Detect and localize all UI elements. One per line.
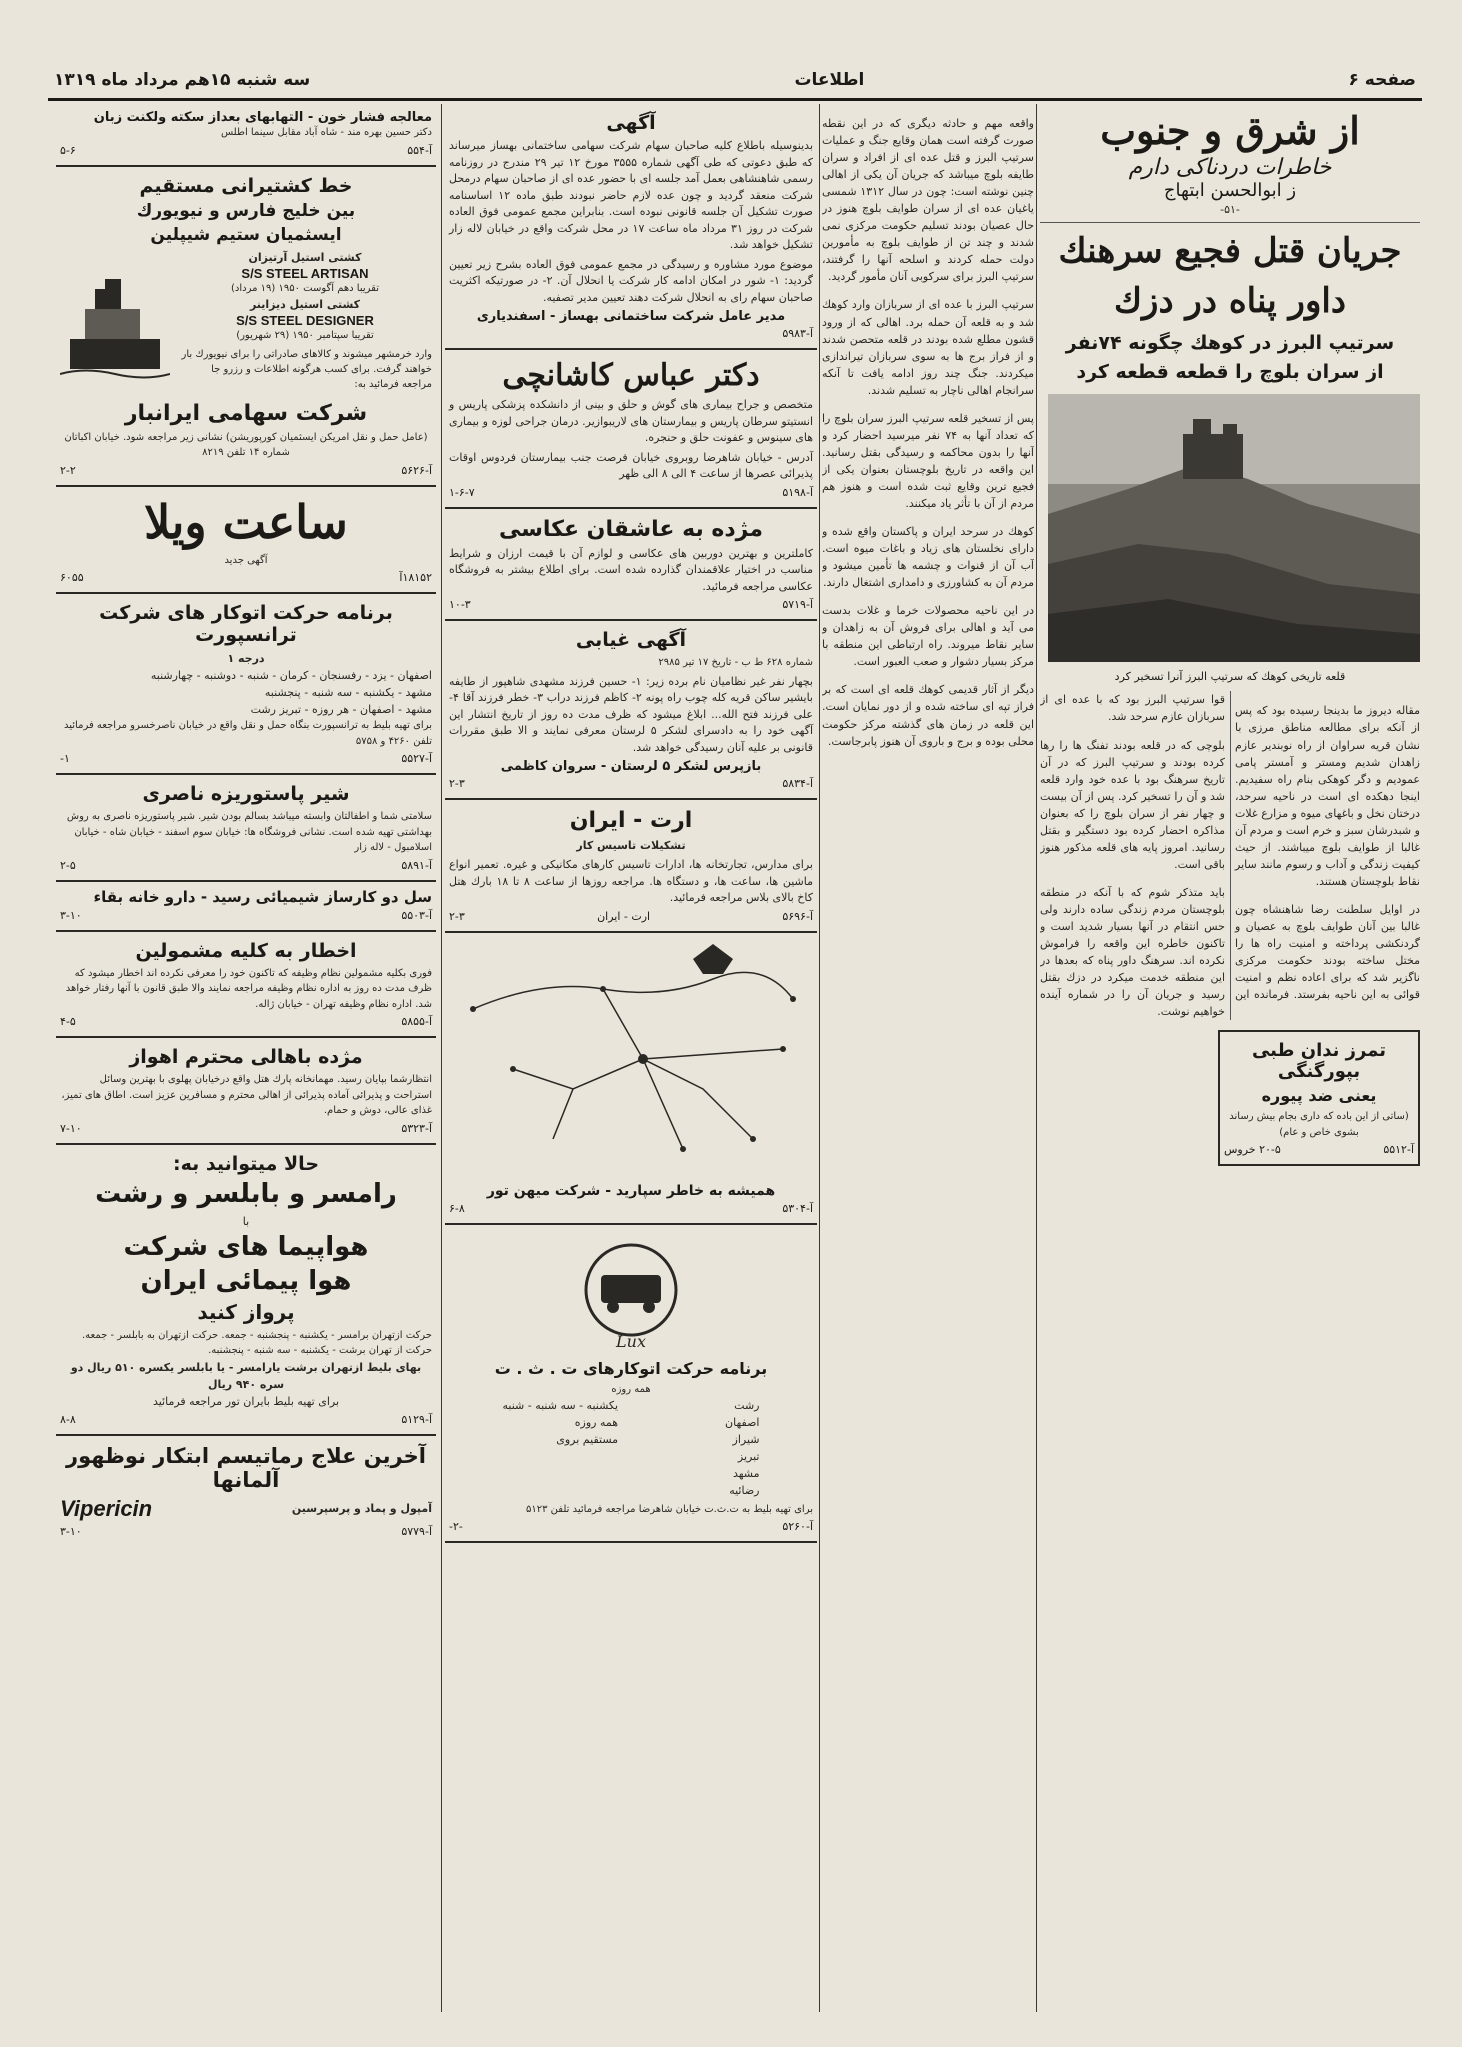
ad-code: ۶-۸ <box>449 1201 465 1215</box>
villa-sub: آگهی جدید <box>224 554 268 566</box>
ad-code: ۱۰-۳ <box>449 598 471 611</box>
headline-sub-2: از سران بلوچ را قطعه قطعه کرد <box>1076 360 1384 383</box>
ad-code: آ-۵۱۲۹ <box>401 1412 432 1426</box>
ad-code: آ-۵۸۹۱ <box>401 858 432 872</box>
article-paragraph: سرتیپ البرز با عده ای از سربازان وارد کوهك شد و به قلعه آن حمله برد. اهالی که از ورود قشون مطلع شده بودند در قلعه متحصن شدند و از فراز برج ها به سوی سربازان تیراندازی میکردند. جنگ چند روز ادامه یافت تا آنکه سرانجام اهالی ناچار به تسلیم شدند. <box>822 298 1034 397</box>
air-company1: هواپیما های شرکت <box>123 1231 369 1262</box>
air-office: برای تهیه بلیط بایران تور مراجعه فرمائید <box>152 1394 340 1408</box>
photo-caption: قلعه تاریخی کوهك که سرتیپ البرز آنرا تسخیر کرد <box>1114 670 1346 684</box>
ad-code: ۸-۸ <box>60 1412 76 1426</box>
air-company2: هوا پیمائی ایران <box>140 1265 352 1296</box>
bus-route: رشت <box>734 1399 760 1413</box>
air-lead: حالا میتوانید به: <box>172 1152 320 1175</box>
series-number: -۵۱- <box>1220 203 1240 216</box>
bus-logo-text: Lux <box>616 1331 646 1351</box>
bus-logo-icon <box>561 1235 701 1355</box>
column-divider <box>441 104 442 2012</box>
villa-watch-ad <box>56 487 436 595</box>
ad-code: آ-۵۶۹۶ <box>782 909 813 923</box>
ship-date1: تقریبا دهم آگوست ۱۹۵۰ (۱۹ مرداد) <box>231 282 379 294</box>
bus-schedule-ad <box>445 1225 817 1544</box>
absentee-title: آگهی غیابی <box>575 629 687 651</box>
page-label: صفحه ۶ <box>1348 70 1416 90</box>
clinic-title: معالجه فشار خون - التهابهای بعداز سکته ولکنت زبان <box>93 110 432 125</box>
ad-code: ۳-۱۰ <box>60 1524 82 1538</box>
ad-code: ۲۰-۵ خروس <box>1224 1143 1281 1157</box>
series-author: ز ابوالحسن ابتهاج <box>1163 180 1297 201</box>
villa-title: ساعت ویلا <box>144 494 348 549</box>
transport-title: برنامه حرکت اتوکار های شرکت ترانسپورت <box>99 602 393 646</box>
ad-code: ۲-۳ <box>449 909 465 923</box>
air-price: بهای بلیط ازتهران برشت یارامسر - یا بابلسر یکسره ۵۱۰ ریال دو سره ۹۴۰ ریال <box>70 1360 422 1391</box>
rheum-title: آخرین علاج رماتیسم ابتکار نوظهور آلمانها <box>66 1443 426 1492</box>
bus-route: شیراز <box>732 1433 760 1447</box>
ship-sub1: بین خلیج فارس و نیویورك <box>136 200 356 221</box>
bus-title: برنامه حرکت اتوکارهای ت . ث . ت <box>494 1358 768 1378</box>
ship-name2: کشتی استیل دیزاینر <box>249 298 361 312</box>
headline-main-2: داور پناه در دزك <box>1114 281 1346 322</box>
bus-route: رضائیه <box>729 1484 760 1498</box>
rheum-brand: Vipericin <box>60 1495 153 1521</box>
feature-article-column <box>1040 104 1420 2012</box>
ship-icon <box>60 249 170 399</box>
bus-head: همه روزه <box>611 1383 651 1395</box>
doctor-ad <box>445 350 817 509</box>
air-fly: پرواز کنید <box>197 1299 295 1324</box>
clinic-body: دکتر حسین بهره مند - شاه آباد مقابل سینما اطلس <box>220 127 432 138</box>
toothpaste-sub: یعنی ضد پیوره <box>1261 1086 1377 1106</box>
notice-agenda: موضوع مورد مشاوره و رسیدگی در مجمع عمومی فوق العاده بشرح زیر تعیین گردید: ۱- شور در امکان ادامه کار شرکت یا انحلال آن. ۲- در صورتیکه اکثریت صاحبان سهام رای به انحلال شرکت دهند تعیین مدیر تصفیه. <box>449 257 814 304</box>
notice-title: آگهی <box>606 112 656 134</box>
doctor-address: آدرس - خیابان شاهرضا روبروی خیابان فرصت جنب بیمارستان فردوس اوقات پذیرائی عصرها از ساعت ۴ الی ۸ الی ظهر <box>449 450 813 480</box>
notice-body: بدینوسیله باطلاع کلیه صاحبان سهام شرکت سهامی ساختمانی بهساز میرساند که طبق دعوتی که طی آگهی شماره ۳۵۵۵ مورخ ۱۲ تیر ۲۹ مندرج در روزنامه رسمی شاهنشاهی بعمل آمد جلسه ای با حضور عده ای از صاحبان سهام درمحل شرکت منعقد گردید و چون عده لازم حاضر نبودند طبق ماده ۱۲ اساسنامه صورت تشکیل آن جلسه قانونی نبوده است. بنابراین مجمع عمومی فوق العاده شرکت در روز ۳۱ مرداد ماه ساعت ۱۷ در محل شرکت واقع در خیابان لاله زار تشکیل خواهد شد. <box>449 139 814 251</box>
transport-sub: درجه ۱ <box>227 652 265 665</box>
art-iran-body: برای مدارس، تجارتخانه ها، ادارات تاسیس کارهای مکانیکی و غیره. تعمیر انواع ماشین ها، ساعت ها، و دستگاه ها. مراجعه روزها از ساعت ۸ تا ۱۸ بارك هتل کاخ بالای بلاس مراجعه فرمائید. <box>449 858 813 905</box>
bus-days: یکشنبه - سه شنبه - شنبه <box>502 1399 619 1413</box>
notice-sign: مدیر عامل شرکت ساختمانی بهساز - اسفندیاری <box>476 309 786 324</box>
bus-address: برای تهیه بلیط به ت.ث.ت خیابان شاهرضا مراجعه فرمائید تلفن ۵۱۲۳ <box>525 1504 813 1516</box>
rheum-sub: آمپول و پماد و پرسپرسین <box>291 1502 432 1516</box>
doctor-body: متخصص و جراح بیماری های گوش و حلق و بینی از دانشکده پزشکی پاریس و انستیتو سرطان پاریس و بیمارستان های لاریبوازیر. درمان جراحی لوزه و بیماری های سینوس و عفونت حلق و حنجره. <box>449 398 813 444</box>
transport-ad <box>56 594 436 775</box>
bus-route: مشهد <box>732 1467 760 1481</box>
ship-title: خط کشتیرانی مستقیم <box>139 174 353 197</box>
fortress-photo <box>1048 394 1420 662</box>
ad-code: ۲-۲ <box>60 463 76 477</box>
ship-date2: تقریبا سپتامبر ۱۹۵۰ (۲۹ شهریور) <box>236 330 374 342</box>
art-iran-ad <box>445 800 817 933</box>
ad-code: ۷-۱۰ <box>60 1121 82 1135</box>
ad-code: ۲-۵ <box>60 858 76 872</box>
map-caption: همیشه به خاطر سپارید - شرکت میهن تور <box>486 1182 776 1199</box>
photography-ad <box>445 509 817 622</box>
ad-code: آ-۵۵۱۲ <box>1383 1143 1414 1157</box>
ad-code: آ-۵۵۲۷ <box>401 752 432 766</box>
bus-route: اصفهان <box>725 1416 760 1430</box>
article-paragraph: واقعه مهم و حادثه دیگری که در این نقطه صورت گرفته است همان وقایع جنگ و عملیات سرتیپ البرز و قتل عده ای از افراد و سران طایفه بلوچ میباشد که جریان آن یکی از اهالی چنین نوشته است: چون در سال ۱۳۱۲ شمسی یاغیان عده ای از سران طوایف بلوچ هنوز در حال عصیان بودند تسلیم حکومت مرکزی نمی شدند و چند تن از طوایف بلوچ به مأمورین دولت حمله کردند و اسلحه آنها را گرفتند، سرتیپ البرز برای سرکوبی آنان مأمور گردید. <box>822 117 1034 284</box>
ad-code: آ-۵۷۷۹ <box>401 1524 432 1538</box>
ship-name1-en: S/S STEEL ARTISAN <box>241 265 369 281</box>
ad-code: ۴-۵ <box>60 1015 76 1029</box>
ahvaz-title: مژده باهالی محترم اهواز <box>129 1046 363 1069</box>
ad-code: ۳-۱۰ <box>60 908 82 922</box>
milk-body: سلامتی شما و اطفالتان وابسته میباشد بسالم بودن شیر. شیر پاستوریزه ناصری به روش بهداشتی تهیه شده است. نشانی فروشگاه ها: خیابان سوم اسفند - خیابان شاه - خیابان اسلامبول - لاله زار <box>66 811 432 854</box>
article-continuation-column <box>822 104 1034 2012</box>
milk-title: شیر پاستوریزه ناصری <box>142 783 350 806</box>
column-divider <box>819 104 820 2012</box>
column-divider <box>1036 104 1037 2012</box>
article-paragraph: در این ناحیه محصولات خرما و غلات بدست می آید و اهالی برای فروش آن به زاهدان و سایر نقاط میروند. راه ارتباطی این منطقه با مرکز بسیار دشوار و صعب العبور است. <box>822 604 1034 669</box>
article-paragraph: پس از تسخیر قلعه سرتیپ البرز سران بلوچ را که تعداد آنها به ۷۴ نفر میرسید احضار کرد و آنها را بدون محاکمه و رسیدگی بقتل رسانید. این واقعه در تاریخ بلوچستان بعنوان یکی از فجیع ترین وقایع ثبت شده است و هنوز هم مردم از آن با تأثر یاد میکنند. <box>822 411 1034 510</box>
toothpaste-ad <box>1218 1030 1420 1166</box>
headline-sub-1: سرتیپ البرز در کوهك چگونه ۷۴نفر <box>1065 332 1395 355</box>
toothpaste-line: (ساتی از این باده که داری بجام بیش رساند بشوی خاص و عام) <box>1229 1111 1409 1138</box>
ad-code: آ-۵۳۰۴ <box>782 1201 813 1215</box>
ad-code: ۱- <box>60 752 70 766</box>
conscription-body: فوری بکلیه مشمولین نظام وظیفه که تاکنون خود را معرفی نکرده اند اخطار میشود که ظرف مدت ده روز به اداره نظام وظیفه مراجعه نمایند والا طبق قانون با آنها رفتار خواهد شد. اداره نظام وظیفه تهران - خیابان ژاله. <box>65 967 432 1010</box>
ship-body: وارد خرمشهر میشوند و کالاهای صادراتی را برای نیویورك بار خواهند گرفت. برای کسب هرگونه اطلاعات و رزرو جا مراجعه فرمائید به: <box>181 348 432 390</box>
conscription-title: اخطار به کلیه مشمولین <box>135 939 357 962</box>
ad-code: ۶۰۵۵ <box>60 571 84 584</box>
ad-code: آ-۵۸۳۴ <box>782 777 813 790</box>
pharmacy-title: سل دو کارساز شیمیائی رسید - دارو خانه بقاء <box>93 887 432 906</box>
absentee-notice <box>445 621 817 800</box>
ad-code: ۵-۶ <box>60 143 76 157</box>
article-paragraph: مقاله دیروز ما بدینجا رسیده بود که پس از آنکه برای مطالعه مناطق مرزی با نشان قریه سراوان از راه نوبندیر عازم زاهدان شدیم ومستر و آمستر پامی عمودیم و دگر کوهکی بنام راه سفیدیم. اینجا دهکده ای است در ناحیه سرحد، درختان نخل و باغهای میوه و مزارع غلات و شبدرشان سبز و خرم است و مردم آن غالبا از طوایف بلوچ میباشند. از حیث کیفیت زندگی و آداب و رسوم مانند سایر نقاط بلوچستان هستند. <box>1235 704 1420 888</box>
ad-code: آ-۵۶۲۶ <box>401 463 432 477</box>
iran-route-map <box>453 939 813 1179</box>
series-title: از شرق و جنوب <box>1100 108 1360 153</box>
ad-code: آ-۵۵۰۳ <box>401 908 432 922</box>
bus-days: مستقیم بروی <box>556 1433 619 1447</box>
article-paragraph: باید متذکر شوم که با آنکه در منطقه بلوچستان مردم زندگی ساده دارند ولی حس انتقام در آنها بسیار شدید است و تاکنون خاطره این واقعه را فراموش نکرده اند. سرهنگ داور پناه که بعدها در این منطقه خدمت میکرد در دزك بقتل رسید و جریان آن را در شماره آینده خواهیم نوشت. <box>1040 885 1225 1019</box>
transport-line: مشهد - یکشنبه - سه شنبه - پنجشنبه <box>264 686 432 700</box>
ad-code: -۲- <box>449 1520 463 1534</box>
art-iran-sign: ارت - ایران <box>597 909 651 923</box>
article-body <box>1040 691 1420 1020</box>
ad-code: ۲-۳ <box>449 777 465 790</box>
ad-code: آ-۵۵۴ <box>407 143 432 157</box>
air-body: حرکت ازتهران برامسر - یکشنبه - پنجشنبه - جمعه. حرکت ازتهران به بابلسر - جمعه. حرکت از تهران برشت - یکشنبه - سه شنبه - پنجشنبه. <box>81 1329 432 1357</box>
series-heading <box>1040 108 1420 218</box>
ship-agent: (عامل حمل و نقل امریکن ایسثمیان کورپوریشن) نشانی زیر مراجعه شود. خیابان اکباتان شماره ۱۴ تلفن ۸۲۱۹ <box>64 431 428 458</box>
absentee-ref: شماره ۶۲۸ ط ب - تاریخ ۱۷ تیر ۲۹۸۵ <box>658 657 813 668</box>
paper-name: اطلاعات <box>794 70 865 90</box>
photography-body: کاملترین و بهترین دوربین های عکاسی و لوازم آن با قیمت ارزان و شرایط مناسب در اختیار علاقمندان گذارده شده است. برای اطلاع بیشتر به فروشگاه عکاسی مراجعه فرمائید. <box>449 546 813 593</box>
air-with: با <box>242 1214 250 1228</box>
doctor-name: دکتر عباس کاشانچی <box>502 358 760 393</box>
art-iran-title: ارت - ایران <box>569 808 693 833</box>
ad-code: آ-۵۱۹۸ <box>782 485 813 499</box>
ship-company: شرکت سهامی ایرانبار <box>124 400 368 426</box>
toothpaste-title: تمرز ندان طبی بپورگنگی <box>1251 1040 1387 1083</box>
series-subtitle: خاطرات دردناکی دارم <box>1128 155 1332 180</box>
absentee-body: بچهار نفر غیر نظامیان نام برده زیر: ۱- حسین فرزند مشهدی شاهپور از طایفه بایشیر ساکن قریه کله چوب راه پونه ۲- کاظم فرزند دراب ۳- خطر فرزند آقا ۴- علی فرزند فتح الله... ابلاغ میشود که ظرف مدت ده روز از تاریخ انتشار این آگهی خود را به دادسرای لشکر ۵ لرستان معرفی نمایند و الا طبق مقررات قانونی بر علیه آنان رسیدگی خواهد شد. <box>449 674 813 754</box>
ad-code: آ-۵۷۱۹ <box>782 598 813 611</box>
transport-line: اصفهان - یزد - رفسنجان - کرمان - شنبه - دوشنبه - چهارشنبه <box>150 669 432 683</box>
absentee-sign: بازپرس لشکر ۵ لرستان - سروان کاظمی <box>500 759 762 774</box>
ads-column <box>56 104 436 2012</box>
ad-code: ۱-۶-۷ <box>449 485 475 499</box>
conscription-notice <box>56 932 436 1039</box>
ad-code: آ-۵۹۸۳ <box>782 327 813 340</box>
milk-ad <box>56 775 436 882</box>
shipping-ad <box>56 167 436 487</box>
bus-route: تبریز <box>737 1450 760 1464</box>
date-line: سه شنبه ۱۵هم مرداد ماه ۱۳۱۹ <box>54 70 311 90</box>
art-iran-sub: تشکیلات تاسیس کار <box>576 839 686 852</box>
ship-name1: کشتی استیل آرتیزان <box>248 250 362 264</box>
ahvaz-body: انتظارشما بپایان رسید. مهمانخانه پارك هتل واقع درخیابان پهلوی با بهترین وسائل استراحت و پذیرائی آماده پذیرائی از اهالی محترم و مسافرین عزیز است. اطاق های تمیز، غذای عالی، دوش و حمام. <box>61 1074 432 1117</box>
ship-sub2: ایسثمیان ستیم شیپلین <box>150 224 342 245</box>
photography-title: مژده به عاشقان عکاسی <box>499 516 763 542</box>
article-paragraph: کوهك در سرحد ایران و پاکستان واقع شده و دارای نخلستان های زیاد و باغات میوه است. آب آن از قنوات و چشمه ها تأمین میشود و مردم آن به کشاورزی و دامداری اشتغال دارند. <box>822 525 1034 590</box>
article-paragraph: بلوچی که در قلعه بودند تفنگ ها را رها کرده بودند و سرتیپ البرز که در آن تاریخ سرهنگ بود با عده خود وارد قلعه شد و آن را تسخیر کرد. پس از آن بیست و چهار نفر از سران بلوچ را که بعنوان مذاکره احضار کرده بود دستگیر و بقتل رسانید. امروز پایه های قلعه مذکور هنوز باقی است. <box>1040 738 1225 871</box>
article-paragraph: در اوایل سلطنت رضا شاهنشاه چون غالبا بین آنان طوایف بلوچ به عصیان و گردنکشی پرداخته و امنیت راه ها را مختل ساخته بودند حکومت مرکزی ناگزیر شد که برای اعاده نظم و امنیت قوائی به این ناحیه بفرستد. فرمانده این قوا سرتیپ البرز بود که با عده ای از سربازان عازم سرحد شد. <box>1040 693 1420 1002</box>
iran-air-ad <box>56 1145 436 1436</box>
rheumatism-ad <box>56 1436 436 1546</box>
air-cities: رامسر و بابلسر و رشت <box>95 1178 397 1209</box>
ad-code: آ-۵۸۵۵ <box>401 1015 432 1029</box>
bus-days: همه روزه <box>574 1416 619 1430</box>
article-paragraph: دیگر از آثار قدیمی کوهك قلعه ای است که بر فراز تپه ای ساخته شده و از دور نمایان است. این قلعه در زمان های گذشته مرکز حکومت محلی بوده و برج و باروی آن هنوز پابرجاست. <box>822 683 1034 748</box>
notices-column <box>445 104 817 2012</box>
ad-code: آ-۵۲۶۰ <box>782 1520 813 1534</box>
ahvaz-hotel-ad <box>56 1038 436 1145</box>
transport-body: برای تهیه بلیط به ترانسپورت بنگاه حمل و نقل واقع در خیابان ناصرخسرو مراجعه فرمائید تلفن ۴۲۶۰ و ۵۷۵۸ <box>64 720 432 747</box>
ad-code: آ-۵۳۲۳ <box>401 1121 432 1135</box>
masthead <box>48 62 1422 101</box>
ad-code: ۱۸۱۵۲آ <box>399 571 432 584</box>
mihan-tour-ad <box>445 933 817 1225</box>
ship-name2-en: S/S STEEL DESIGNER <box>236 313 374 329</box>
company-notice <box>445 104 817 350</box>
transport-line: مشهد - اصفهان - هر روزه - تبریز رشت <box>250 703 432 717</box>
clinic-ad <box>56 104 436 167</box>
pharmacy-ad <box>56 882 436 932</box>
headline-main-1: جریان قتل فجیع سرهنك <box>1058 231 1402 272</box>
